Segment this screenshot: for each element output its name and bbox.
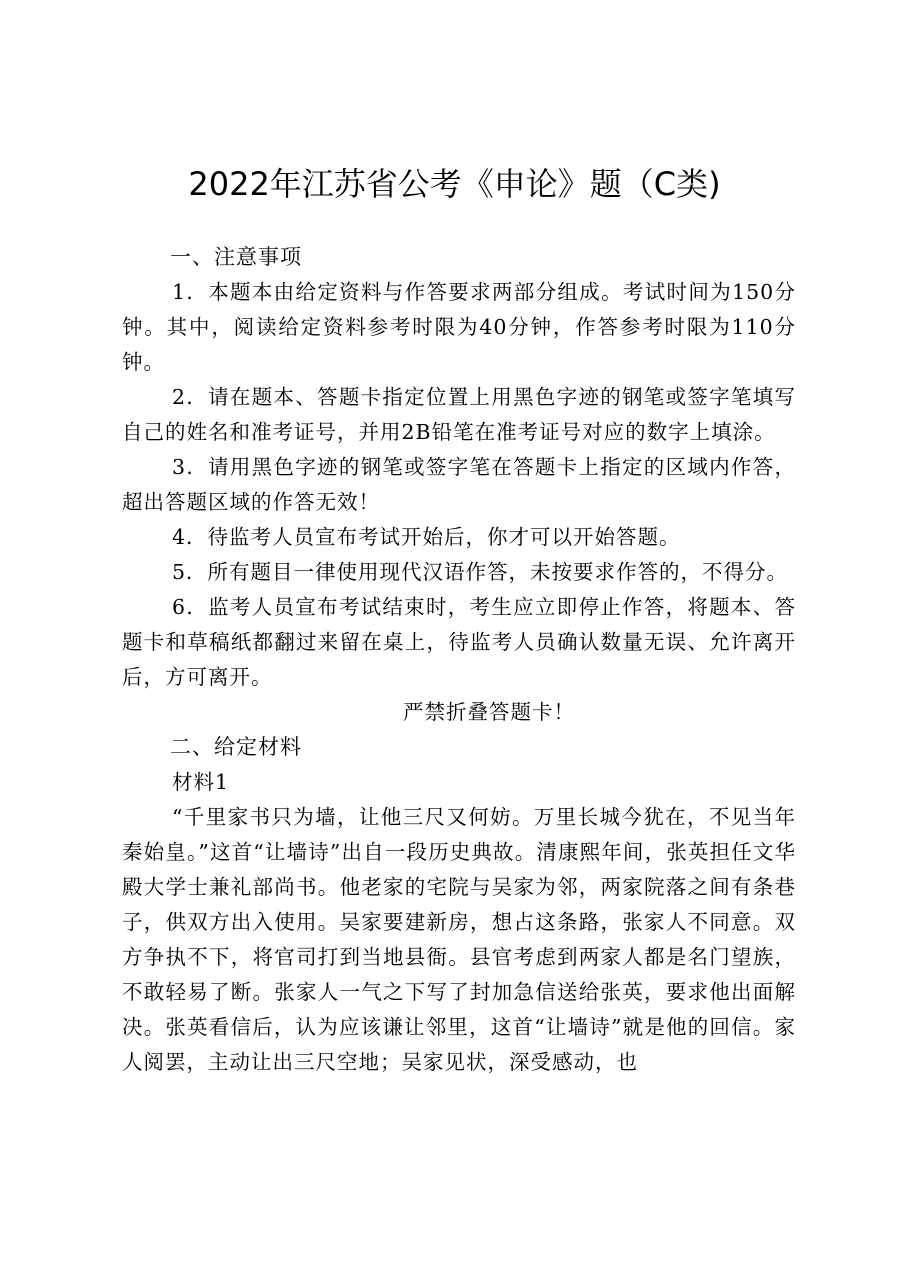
page-title: 2022年江苏省公考《申论》题（C类)	[188, 165, 721, 203]
notice-item-1: 1．本题本由给定资料与作答要求两部分组成。考试时间为150分钟。其中，阅读给定资料参考时限为40分钟，作答参考时限为110分钟。	[122, 280, 796, 374]
document-body	[122, 240, 796, 1080]
fold-warning-note: 严禁折叠答题卡！	[403, 700, 575, 724]
material-label: 材料1	[172, 770, 230, 794]
notice-item-2: 2．请在题本、答题卡指定位置上用黑色字迹的钢笔或签字笔填写自己的姓名和准考证号，并用2B铅笔在准考证号对应的数字上填涂。	[122, 385, 796, 444]
notice-item-6: 6．监考人员宣布考试结束时，考生应立即停止作答，将题本、答题卡和草稿纸都翻过来留在桌上，待监考人员确认数量无误、允许离开后，方可离开。	[122, 595, 796, 689]
notice-item-5: 5．所有题目一律使用现代汉语作答，未按要求作答的，不得分。	[172, 560, 789, 584]
notice-item-4: 4．待监考人员宣布考试开始后，你才可以开始答题。	[172, 525, 681, 549]
section-heading-notes: 一、注意事项	[170, 245, 302, 269]
section-heading-materials: 二、给定材料	[170, 735, 302, 759]
notice-item-3: 3．请用黑色字迹的钢笔或签字笔在答题卡上指定的区域内作答，超出答题区域的作答无效！	[122, 455, 796, 514]
material-paragraph: “千里家书只为墙，让他三尺又何妨。万里长城今犹在，不见当年秦始皇。”这首“让墙诗”出自一段历史典故。清康熙年间，张英担任文华殿大学士兼礼部尚书。他老家的宅院与吴家为邻，两家院落之间有条巷子，供双方出入使用。吴家要建新房，想占这条路，张家人不同意。双方争执不下，将官司打到当地县衙。县官考虑到两家人都是名门望族，不敢轻易了断。张家人一气之下写了封加急信送给张英，要求他出面解决。张英看信后，认为应该谦让邻里，这首“让墙诗”就是他的回信。家人阅罢，主动让出三尺空地；吴家见状，深受感动，也	[122, 805, 796, 1074]
